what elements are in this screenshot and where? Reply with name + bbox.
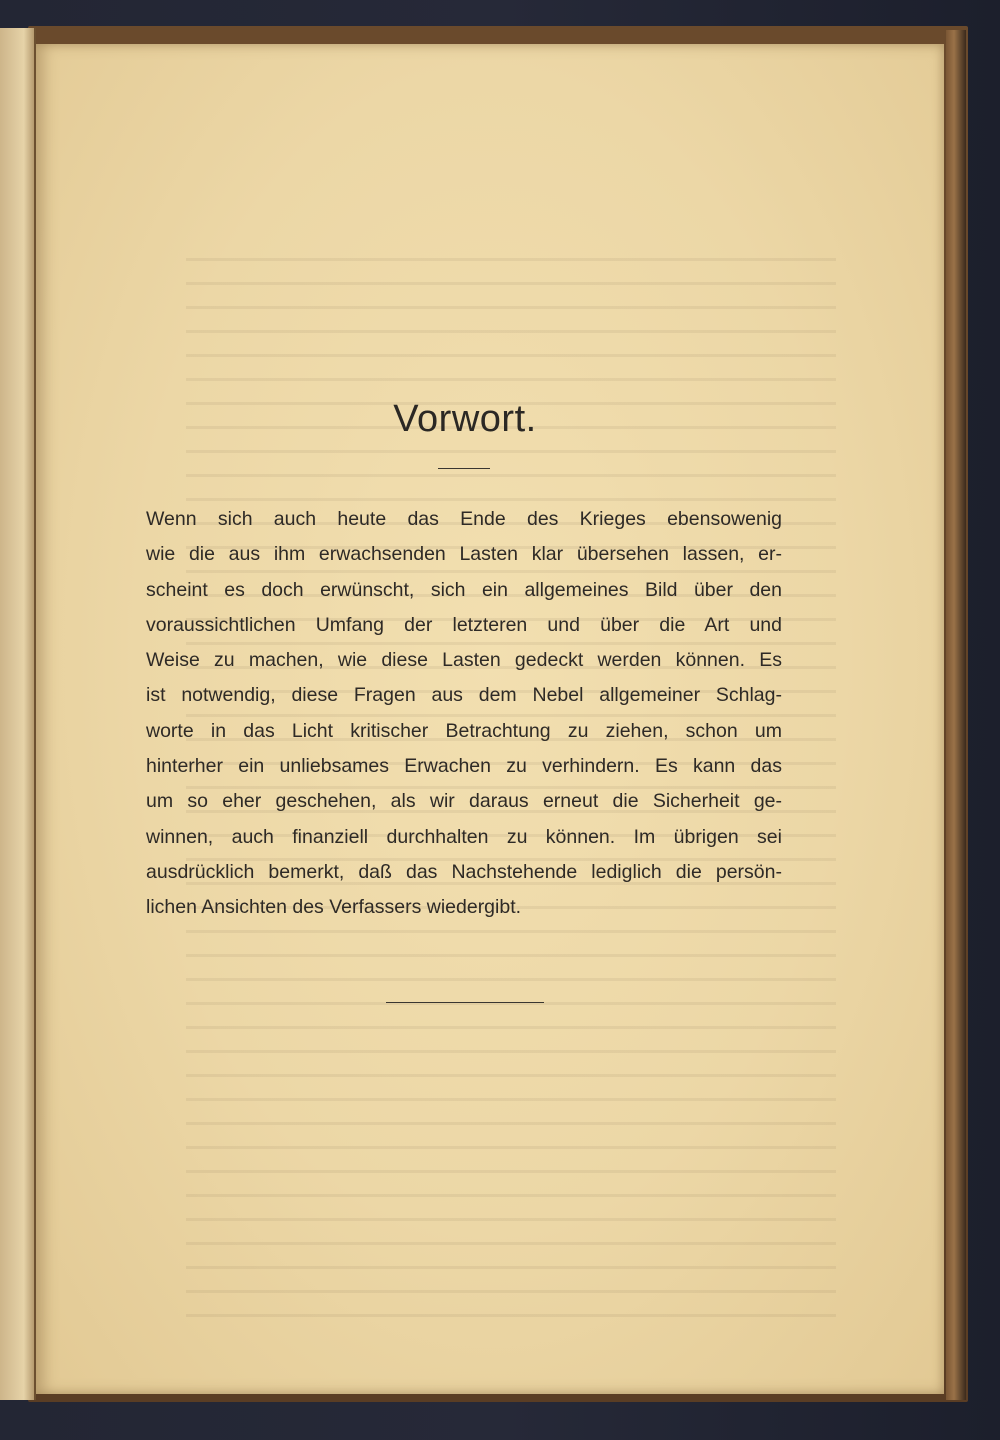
paragraph-line: Weise zu machen, wie diese Lasten gedeckt werden können. Es [146,649,782,672]
title-rule [438,468,490,469]
previous-page-edge [0,28,36,1400]
paragraph-line: hinterher ein unliebsames Erwachen zu verhindern. Es kann das [146,755,782,778]
closing-rule [386,1002,544,1003]
paragraph-line: um so eher geschehen, als wir daraus erneut die Sicherheit ge- [146,790,782,813]
paragraph-line: worte in das Licht kritischer Betrachtung zu ziehen, schon um [146,719,782,742]
paragraph-line: wie die aus ihm erwachsenden Lasten klar übersehen lassen, er- [146,543,782,566]
page-title: Vorwort. [393,398,537,440]
paragraph-line: Wenn sich auch heute das Ende des Krieges ebensowenig [146,508,782,530]
paragraph-line: ausdrücklich bemerkt, daß das Nachstehende lediglich die persön- [146,860,782,883]
paragraph-line: ist notwendig, diese Fragen aus dem Nebel allgemeiner Schlag- [146,684,782,707]
paragraph-line: winnen, auch finanziell durchhalten zu können. Im übrigen sei [146,825,782,848]
preface-paragraph [146,502,782,926]
paragraph-line: scheint es doch erwünscht, sich ein allgemeines Bild über den [146,578,782,601]
book-board-edge [946,30,966,1400]
paragraph-line: lichen Ansichten des Verfassers wiedergibt. [146,896,522,919]
paragraph-line: voraussichtlichen Umfang der letzteren und über die Art und [146,613,782,636]
